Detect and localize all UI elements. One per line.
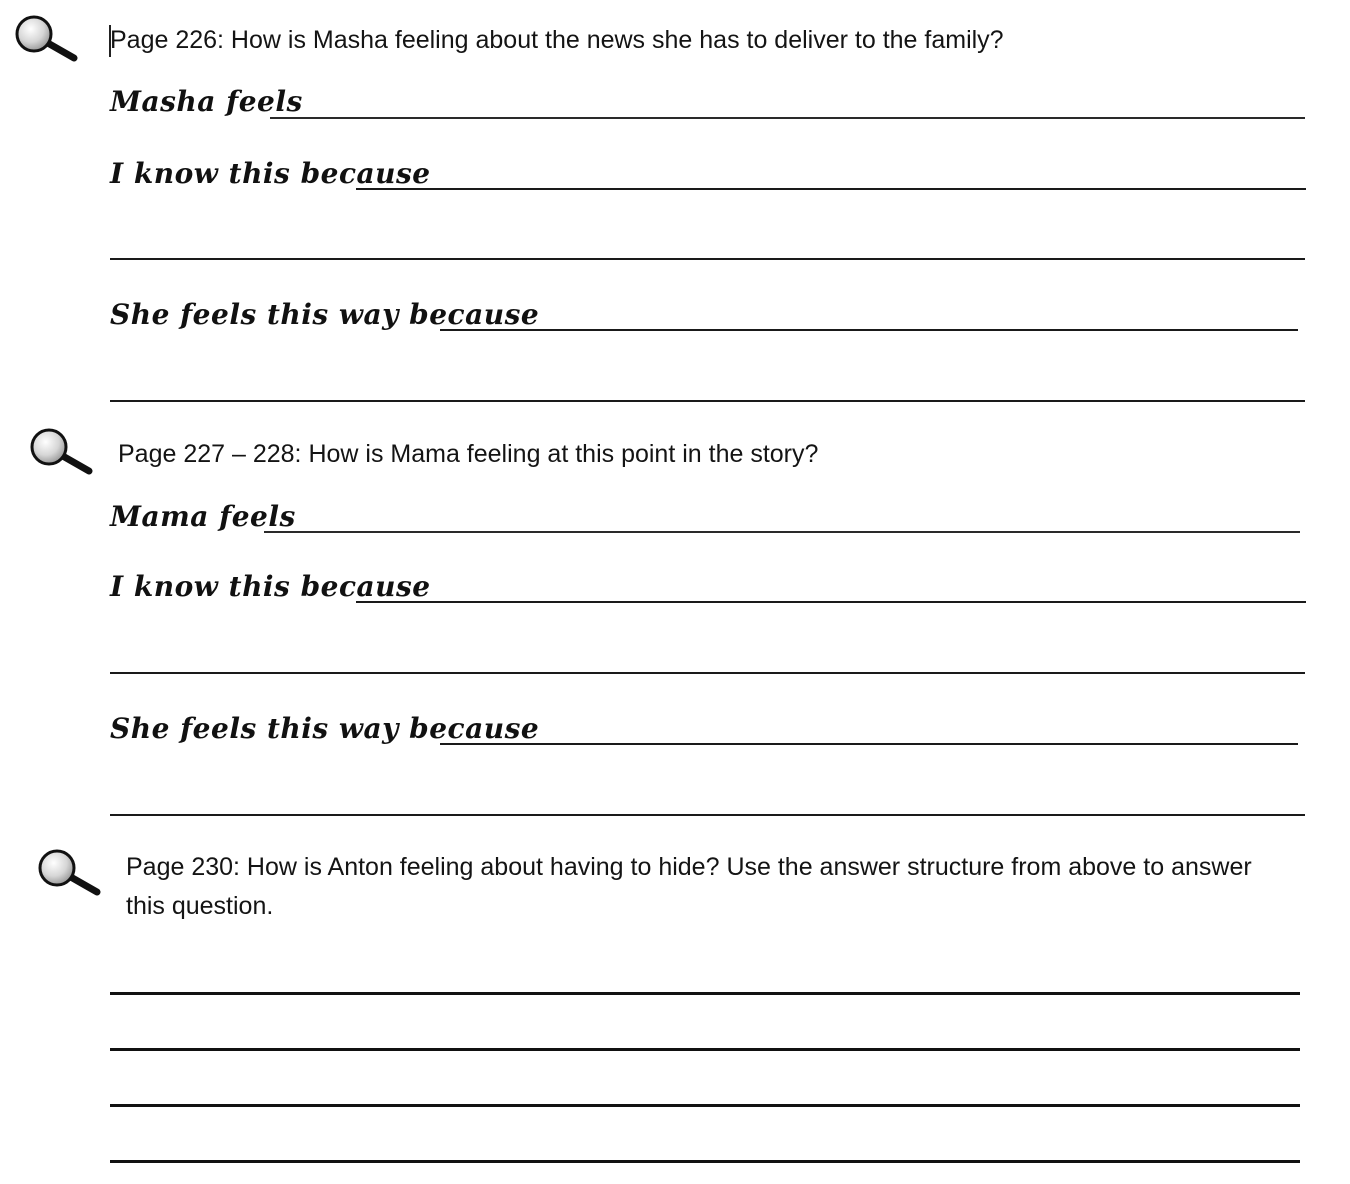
answer-line[interactable] [110,258,1305,260]
answer-line[interactable] [110,400,1305,402]
answer-line[interactable] [110,672,1305,674]
answer-line[interactable] [356,188,1306,190]
answer-line[interactable] [110,814,1305,816]
prompt-feels-way-because: She feels this way because [110,298,540,331]
prompt-know-because: I know this because [110,570,431,603]
answer-line[interactable] [356,601,1306,603]
question-1: Page 226: How is Masha feeling about the news she has to deliver to the family? [110,26,1004,54]
answer-line[interactable] [264,531,1300,533]
question-3: Page 230: How is Anton feeling about having to hide? Use the answer structure from above to answer this question. [126,853,1252,920]
prompt-feels-way-because: She feels this way because [110,712,540,745]
answer-line[interactable] [110,1048,1300,1051]
prompt-know-because: I know this because [110,157,431,190]
question-2: Page 227 – 228: How is Mama feeling at this point in the story? [118,440,819,468]
magnifying-glass-icon [27,427,93,475]
answer-line[interactable] [440,743,1298,745]
answer-line[interactable] [440,329,1298,331]
answer-line[interactable] [110,1160,1300,1163]
answer-line[interactable] [110,1104,1300,1107]
magnifying-glass-icon [35,848,101,896]
answer-line[interactable] [110,992,1300,995]
magnifying-glass-icon [12,14,78,62]
prompt-masha-feels: Masha feels [110,85,303,118]
prompt-mama-feels: Mama feels [110,500,296,533]
answer-line[interactable] [270,117,1305,119]
